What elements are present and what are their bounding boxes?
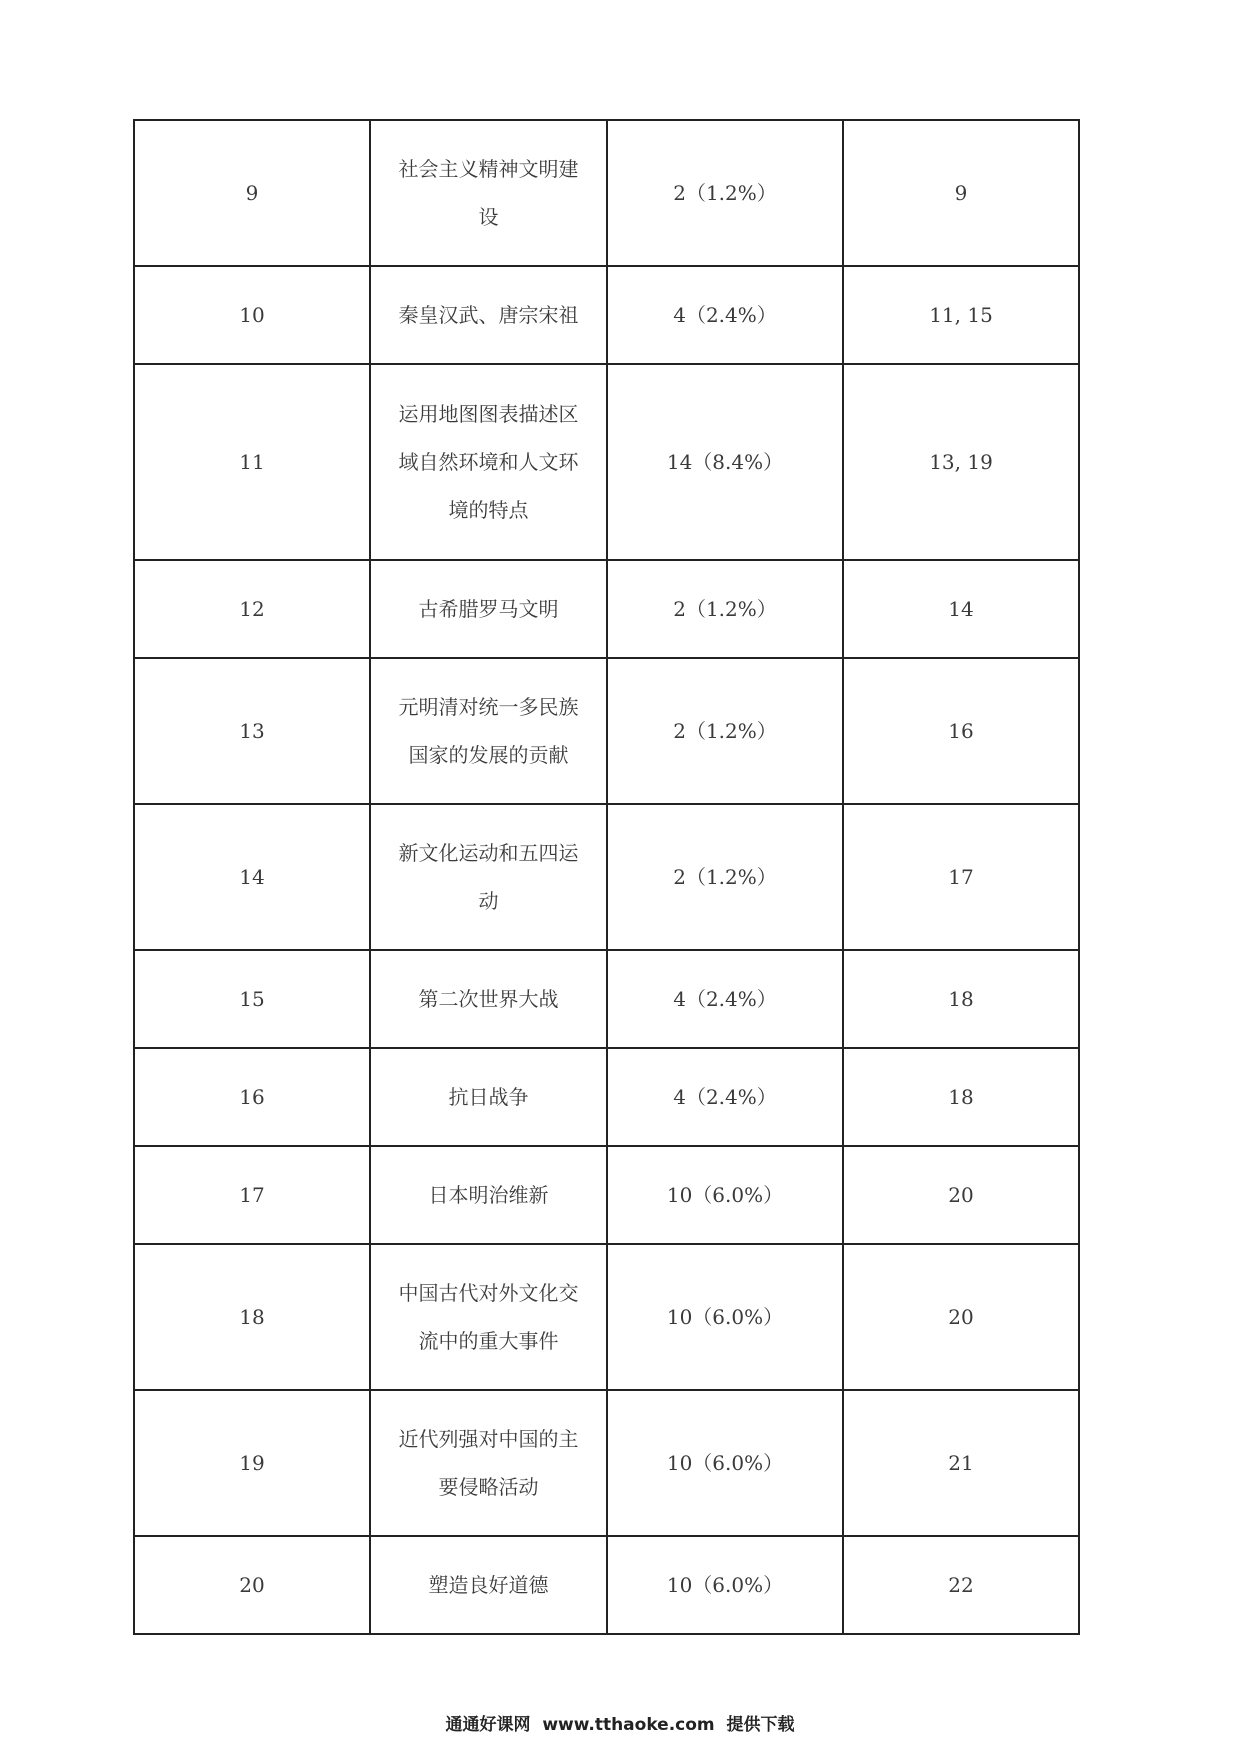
score-cell: 4（2.4%） (607, 266, 843, 364)
topic-cell: 抗日战争 (370, 1048, 607, 1146)
table-row (134, 1146, 1079, 1244)
table-row (134, 364, 1079, 560)
question-items-cell: 20 (843, 1244, 1079, 1390)
row-number-cell: 20 (134, 1536, 370, 1634)
row-number-cell: 16 (134, 1048, 370, 1146)
table-row (134, 1244, 1079, 1390)
score-cell: 4（2.4%） (607, 1048, 843, 1146)
row-number-cell: 9 (134, 120, 370, 266)
question-items-cell: 11, 15 (843, 266, 1079, 364)
exam-content-table (133, 119, 1080, 1635)
table-row (134, 1390, 1079, 1536)
table-row (134, 1048, 1079, 1146)
table-row (134, 120, 1079, 266)
topic-cell: 中国古代对外文化交流中的重大事件 (370, 1244, 607, 1390)
topic-cell: 元明清对统一多民族国家的发展的贡献 (370, 658, 607, 804)
topic-cell: 近代列强对中国的主要侵略活动 (370, 1390, 607, 1536)
question-items-cell: 22 (843, 1536, 1079, 1634)
table-row (134, 266, 1079, 364)
question-items-cell: 18 (843, 950, 1079, 1048)
score-cell: 10（6.0%） (607, 1390, 843, 1536)
row-number-cell: 12 (134, 560, 370, 658)
score-cell: 10（6.0%） (607, 1146, 843, 1244)
table-row (134, 1536, 1079, 1634)
topic-cell: 塑造良好道德 (370, 1536, 607, 1634)
row-number-cell: 18 (134, 1244, 370, 1390)
topic-cell: 日本明治维新 (370, 1146, 607, 1244)
row-number-cell: 15 (134, 950, 370, 1048)
score-cell: 4（2.4%） (607, 950, 843, 1048)
question-items-cell: 21 (843, 1390, 1079, 1536)
topic-cell: 社会主义精神文明建设 (370, 120, 607, 266)
row-number-cell: 10 (134, 266, 370, 364)
row-number-cell: 17 (134, 1146, 370, 1244)
topic-cell: 秦皇汉武、唐宗宋祖 (370, 266, 607, 364)
score-cell: 14（8.4%） (607, 364, 843, 560)
topic-cell: 新文化运动和五四运动 (370, 804, 607, 950)
score-cell: 10（6.0%） (607, 1536, 843, 1634)
score-cell: 2（1.2%） (607, 804, 843, 950)
topic-cell: 第二次世界大战 (370, 950, 607, 1048)
question-items-cell: 14 (843, 560, 1079, 658)
topic-cell: 古希腊罗马文明 (370, 560, 607, 658)
row-number-cell: 14 (134, 804, 370, 950)
table-row (134, 804, 1079, 950)
question-items-cell: 9 (843, 120, 1079, 266)
row-number-cell: 13 (134, 658, 370, 804)
score-cell: 10（6.0%） (607, 1244, 843, 1390)
score-cell: 2（1.2%） (607, 658, 843, 804)
score-cell: 2（1.2%） (607, 120, 843, 266)
footer-text: 通通好课网 www.tthaoke.com 提供下载 (445, 1715, 795, 1735)
question-items-cell: 18 (843, 1048, 1079, 1146)
row-number-cell: 19 (134, 1390, 370, 1536)
question-items-cell: 16 (843, 658, 1079, 804)
score-cell: 2（1.2%） (607, 560, 843, 658)
table-row (134, 560, 1079, 658)
row-number-cell: 11 (134, 364, 370, 560)
table-body (134, 120, 1079, 1634)
topic-cell: 运用地图图表描述区域自然环境和人文环境的特点 (370, 364, 607, 560)
question-items-cell: 20 (843, 1146, 1079, 1244)
question-items-cell: 17 (843, 804, 1079, 950)
table-row (134, 658, 1079, 804)
table-row (134, 950, 1079, 1048)
question-items-cell: 13, 19 (843, 364, 1079, 560)
